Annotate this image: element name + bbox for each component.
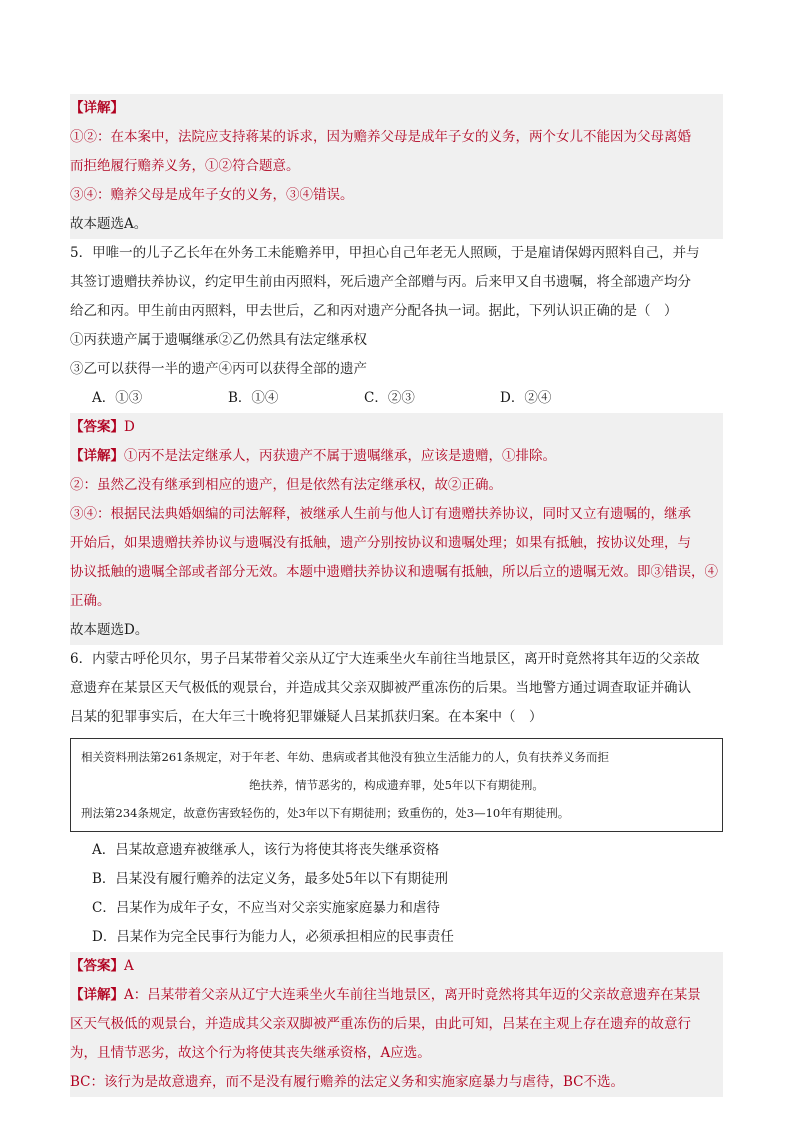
q5-conclusion: 故本题选D。 — [70, 616, 723, 645]
q5-detail-line: ③④：根据民法典婚姻编的司法解释，被继承人生前与他人订有遗赠扶养协议，同时又立有遗嘱的，继承 — [70, 500, 723, 529]
q6-answer-tag: 【答案】 — [70, 958, 124, 974]
q4-detail-line: ①②：在本案中，法院应支持蒋某的诉求，因为赡养父母是成年子女的义务，两个女儿不能因为父母离婚 — [70, 123, 723, 152]
q5-option-c[interactable]: C．②③ — [364, 390, 415, 406]
q5-choice-line: ③乙可以获得一半的遗产④丙可以获得全部的遗产 — [70, 361, 367, 377]
document-page — [70, 94, 723, 1097]
q6-detail-line — [70, 981, 723, 1010]
q4-detail-tag: 【详解】 — [70, 94, 723, 123]
q5-detail-line: 协议抵触的遗嘱全部或者部分无效。本题中遗赠扶养协议和遗嘱有抵触，所以后立的遗嘱无效。即③错误，④ — [70, 558, 723, 587]
q6-option-b[interactable]: B．吕某没有履行赡养的法定义务，最多处5年以下有期徒刑 — [92, 871, 449, 887]
q5-detail-line: ②：虽然乙没有继承到相应的遗产，但是依然有法定继承权，故②正确。 — [70, 471, 723, 500]
q5-choice-line: ①丙获遗产属于遗嘱继承②乙仍然具有法定继承权 — [70, 332, 367, 348]
q5-stem-line: 5．甲唯一的儿子乙长年在外务工未能赡养甲，甲担心自己年老无人照顾，于是雇请保姆丙照料自己，并与 — [70, 245, 700, 261]
q4-detail-line: ③④：赡养父母是成年子女的义务，③④错误。 — [70, 181, 723, 210]
q4-conclusion: 故本题选A。 — [70, 210, 723, 239]
q5-stem-line: 给乙和丙。甲生前由丙照料，甲去世后，乙和丙对遗产分配各执一词。据此，下列认识正确的是（ ） — [70, 303, 678, 319]
q6-stem-line: 6．内蒙古呼伦贝尔，男子吕某带着父亲从辽宁大连乘坐火车前往当地景区，离开时竟然将其年迈的父亲故 — [70, 651, 700, 667]
q5-detail-text: ①丙不是法定继承人，丙获遗产不属于遗嘱继承，应该是遗赠，①排除。 — [124, 448, 556, 464]
q5-detail-line: 开始后，如果遗赠扶养协议与遗嘱没有抵触，遗产分别按协议和遗嘱处理；如果有抵触，按协议处理，与 — [70, 529, 723, 558]
q5-detail-tag: 【详解】 — [70, 448, 124, 464]
q6-stem-line: 意遗弃在某景区天气极低的观景台，并造成其父亲双脚被严重冻伤的后果。当地警方通过调查取证并确认 — [70, 680, 691, 696]
q6-answer-value: A — [124, 958, 134, 974]
q6-option-c[interactable]: C．吕某作为成年子女，不应当对父亲实施家庭暴力和虐待 — [92, 900, 440, 916]
q5-detail-line — [70, 442, 723, 471]
q6-detail-tag: 【详解】 — [70, 987, 124, 1003]
q5-detail-line: 正确。 — [70, 587, 723, 616]
q5-answer-tag: 【答案】 — [70, 419, 124, 435]
q6-answer — [70, 952, 723, 981]
q6-material-line: 绝扶养，情节恶劣的，构成遗弃罪，处5年以下有期徒刑。 — [249, 778, 544, 792]
q6-material-box — [70, 738, 723, 832]
q5-options — [70, 384, 723, 413]
q6-stem-line: 吕某的犯罪事实后，在大年三十晚将犯罪嫌疑人吕某抓获归案。在本案中（ ） — [70, 709, 543, 725]
q6-material-line: 刑法第234条规定，故意伤害致轻伤的，处3年以下有期徒刑；致重伤的，处3—10年有期徒刑。 — [81, 806, 570, 820]
q6-detail-line: 区天气极低的观景台，并造成其父亲双脚被严重冻伤的后果，由此可知，吕某在主观上存在遗弃的故意行 — [70, 1010, 723, 1039]
q6-option-d[interactable]: D．吕某作为完全民事行为能力人，必须承担相应的民事责任 — [92, 929, 454, 945]
q6-detail-text: A：吕某带着父亲从辽宁大连乘坐火车前往当地景区，离开时竟然将其年迈的父亲故意遗弃在某景 — [124, 987, 701, 1003]
q5-option-d[interactable]: D．②④ — [500, 390, 552, 406]
q6-detail-line: BC：该行为是故意遗弃，而不是没有履行赡养的法定义务和实施家庭暴力与虐待，BC不选。 — [70, 1068, 723, 1097]
q6-option-a[interactable]: A．吕某故意遗弃被继承人，该行为将使其将丧失继承资格 — [92, 842, 440, 858]
q5-stem-line: 其签订遗赠扶养协议，约定甲生前由丙照料，死后遗产全部赠与丙。后来甲又自书遗嘱，将全部遗产均分 — [70, 274, 691, 290]
q5-option-b[interactable]: B．①④ — [228, 390, 279, 406]
q6-detail-line: 为，且情节恶劣，故这个行为将使其丧失继承资格，A应选。 — [70, 1039, 723, 1068]
q6-material-line: 相关资料刑法第261条规定，对于年老、年幼、患病或者其他没有独立生活能力的人，负有扶养义务而拒 — [81, 750, 609, 764]
q5-option-a[interactable]: A．①③ — [92, 390, 143, 406]
q4-detail-line: 而拒绝履行赡养义务，①②符合题意。 — [70, 152, 723, 181]
q5-answer-value: D — [124, 419, 135, 435]
q5-answer — [70, 413, 723, 442]
